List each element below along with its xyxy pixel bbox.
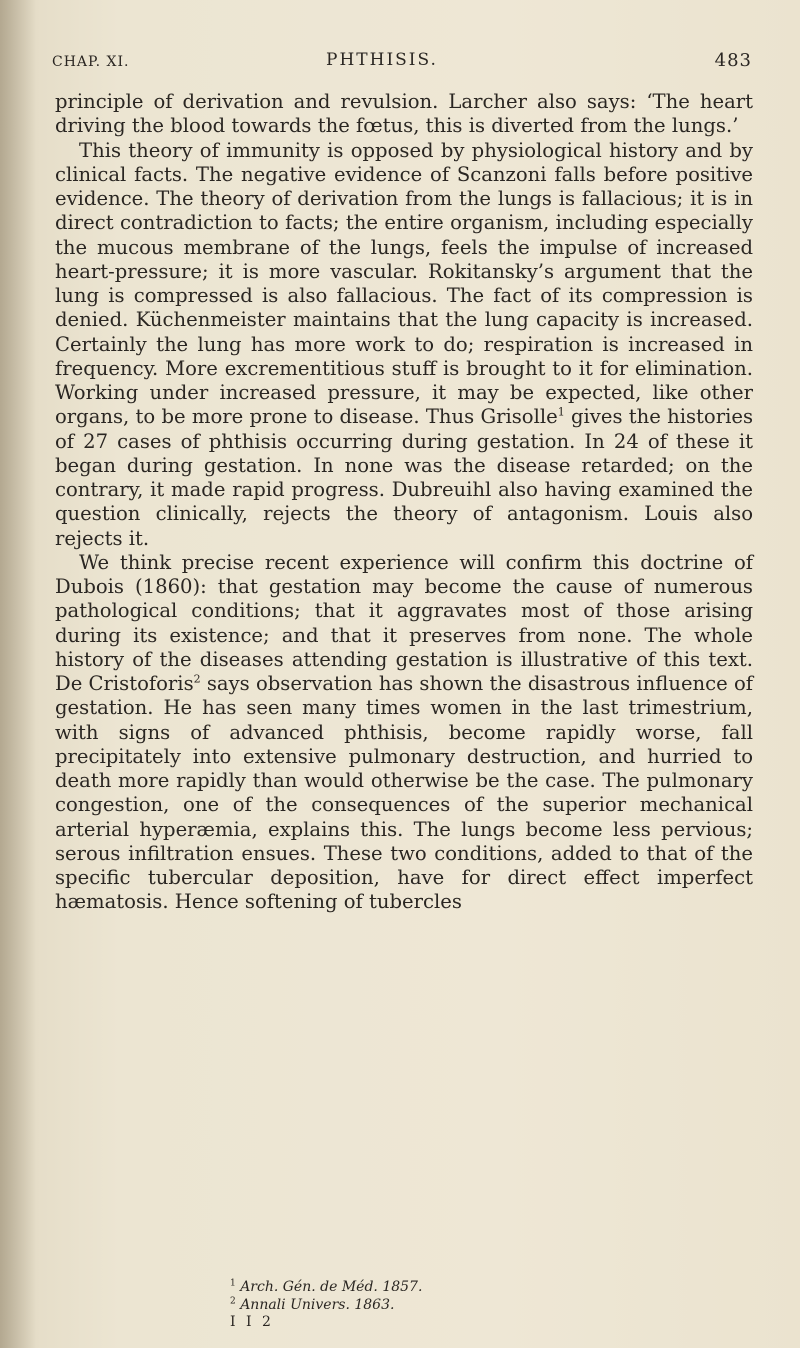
paragraph-text: This theory of immunity is opposed by physiological history and by clinical facts. The negative evidence of Scanzoni falls before positive evidence. The theory of derivation from the lungs is fallacious; it is in direct contradiction to facts; the entire organism, including especially the mucous membrane of the lungs, feels the impulse of increased heart-pressure; it is more vascular. Rokitansky’s argument that the lung is compressed is also fallacious. The fact of its compression is denied. Küchenmeister maintains that the lung capacity is increased. Certainly the lung has more work to do; respiration is increased in frequency. More excrementitious stuff is brought to it for elimination. Working under increased pressure, it may be expected, like other organs, to be more prone to disease. Thus Grisolle	[55, 138, 753, 429]
chapter-label: CHAP. XI.	[52, 54, 130, 70]
signature-mark: I I 2	[230, 1314, 274, 1330]
footnote-mark: 1	[230, 1278, 236, 1289]
paragraph-text: says observation has shown the disastrous influence of gestation. He has seen many times women in the last trimestrium, with signs of advanced phthisis, become rapidly worse, fall precipitately into extensive pulmonary destruction, and hurried to death more rapidly than would otherwise be the case. The pulmonary congestion, one of the consequences of the superior mechanical arterial hyperæmia, explains this. The lungs become less pervious; serous infiltration ensues. These two conditions, added to that of the specific tubercular deposition, have for direct effect imperfect hæmatosis. Hence softening of tubercles	[55, 672, 754, 914]
paragraph	[55, 139, 753, 551]
paragraph-text: gives the histories of 27 cases of phthisis occurring during gestation. In 24 of these it began during gestation. In none was the disease retarded; on the contrary, it made rapid progress. Dubreuihl also having examined the question clinically, rejects the theory of antagonism. Louis also rejects it.	[55, 405, 753, 550]
running-header	[52, 50, 752, 80]
paragraph-text: We think precise recent experience will confirm this doctrine of Dubois (1860): that gestation may become the cause of numerous pathological conditions; that it aggravates most of those arising during its existence; and that it preserves from none. The whole history of the diseases attending gestation is illustrative of this text. De Cristoforis	[55, 550, 753, 695]
footnote	[230, 1296, 650, 1314]
footnote-mark: 2	[230, 1296, 236, 1307]
paragraph	[55, 90, 753, 139]
paragraph-text: principle of derivation and revulsion. Larcher also says: ‘The heart driving the blood towards the fœtus, this is diverted from the lungs.’	[55, 90, 753, 138]
paragraph	[55, 551, 753, 915]
running-title: PHTHISIS.	[326, 50, 438, 70]
footnote-citation: Annali Univers. 1863.	[240, 1297, 395, 1313]
page-number: 483	[714, 50, 752, 71]
footnote-reference: 2	[193, 672, 201, 686]
footnote-citation: Arch. Gén. de Méd. 1857.	[240, 1279, 423, 1295]
body-text	[55, 90, 753, 915]
footnote-reference: 1	[557, 405, 565, 419]
footnotes	[230, 1278, 650, 1314]
footnote	[230, 1278, 650, 1296]
gutter-shadow	[0, 0, 36, 1348]
